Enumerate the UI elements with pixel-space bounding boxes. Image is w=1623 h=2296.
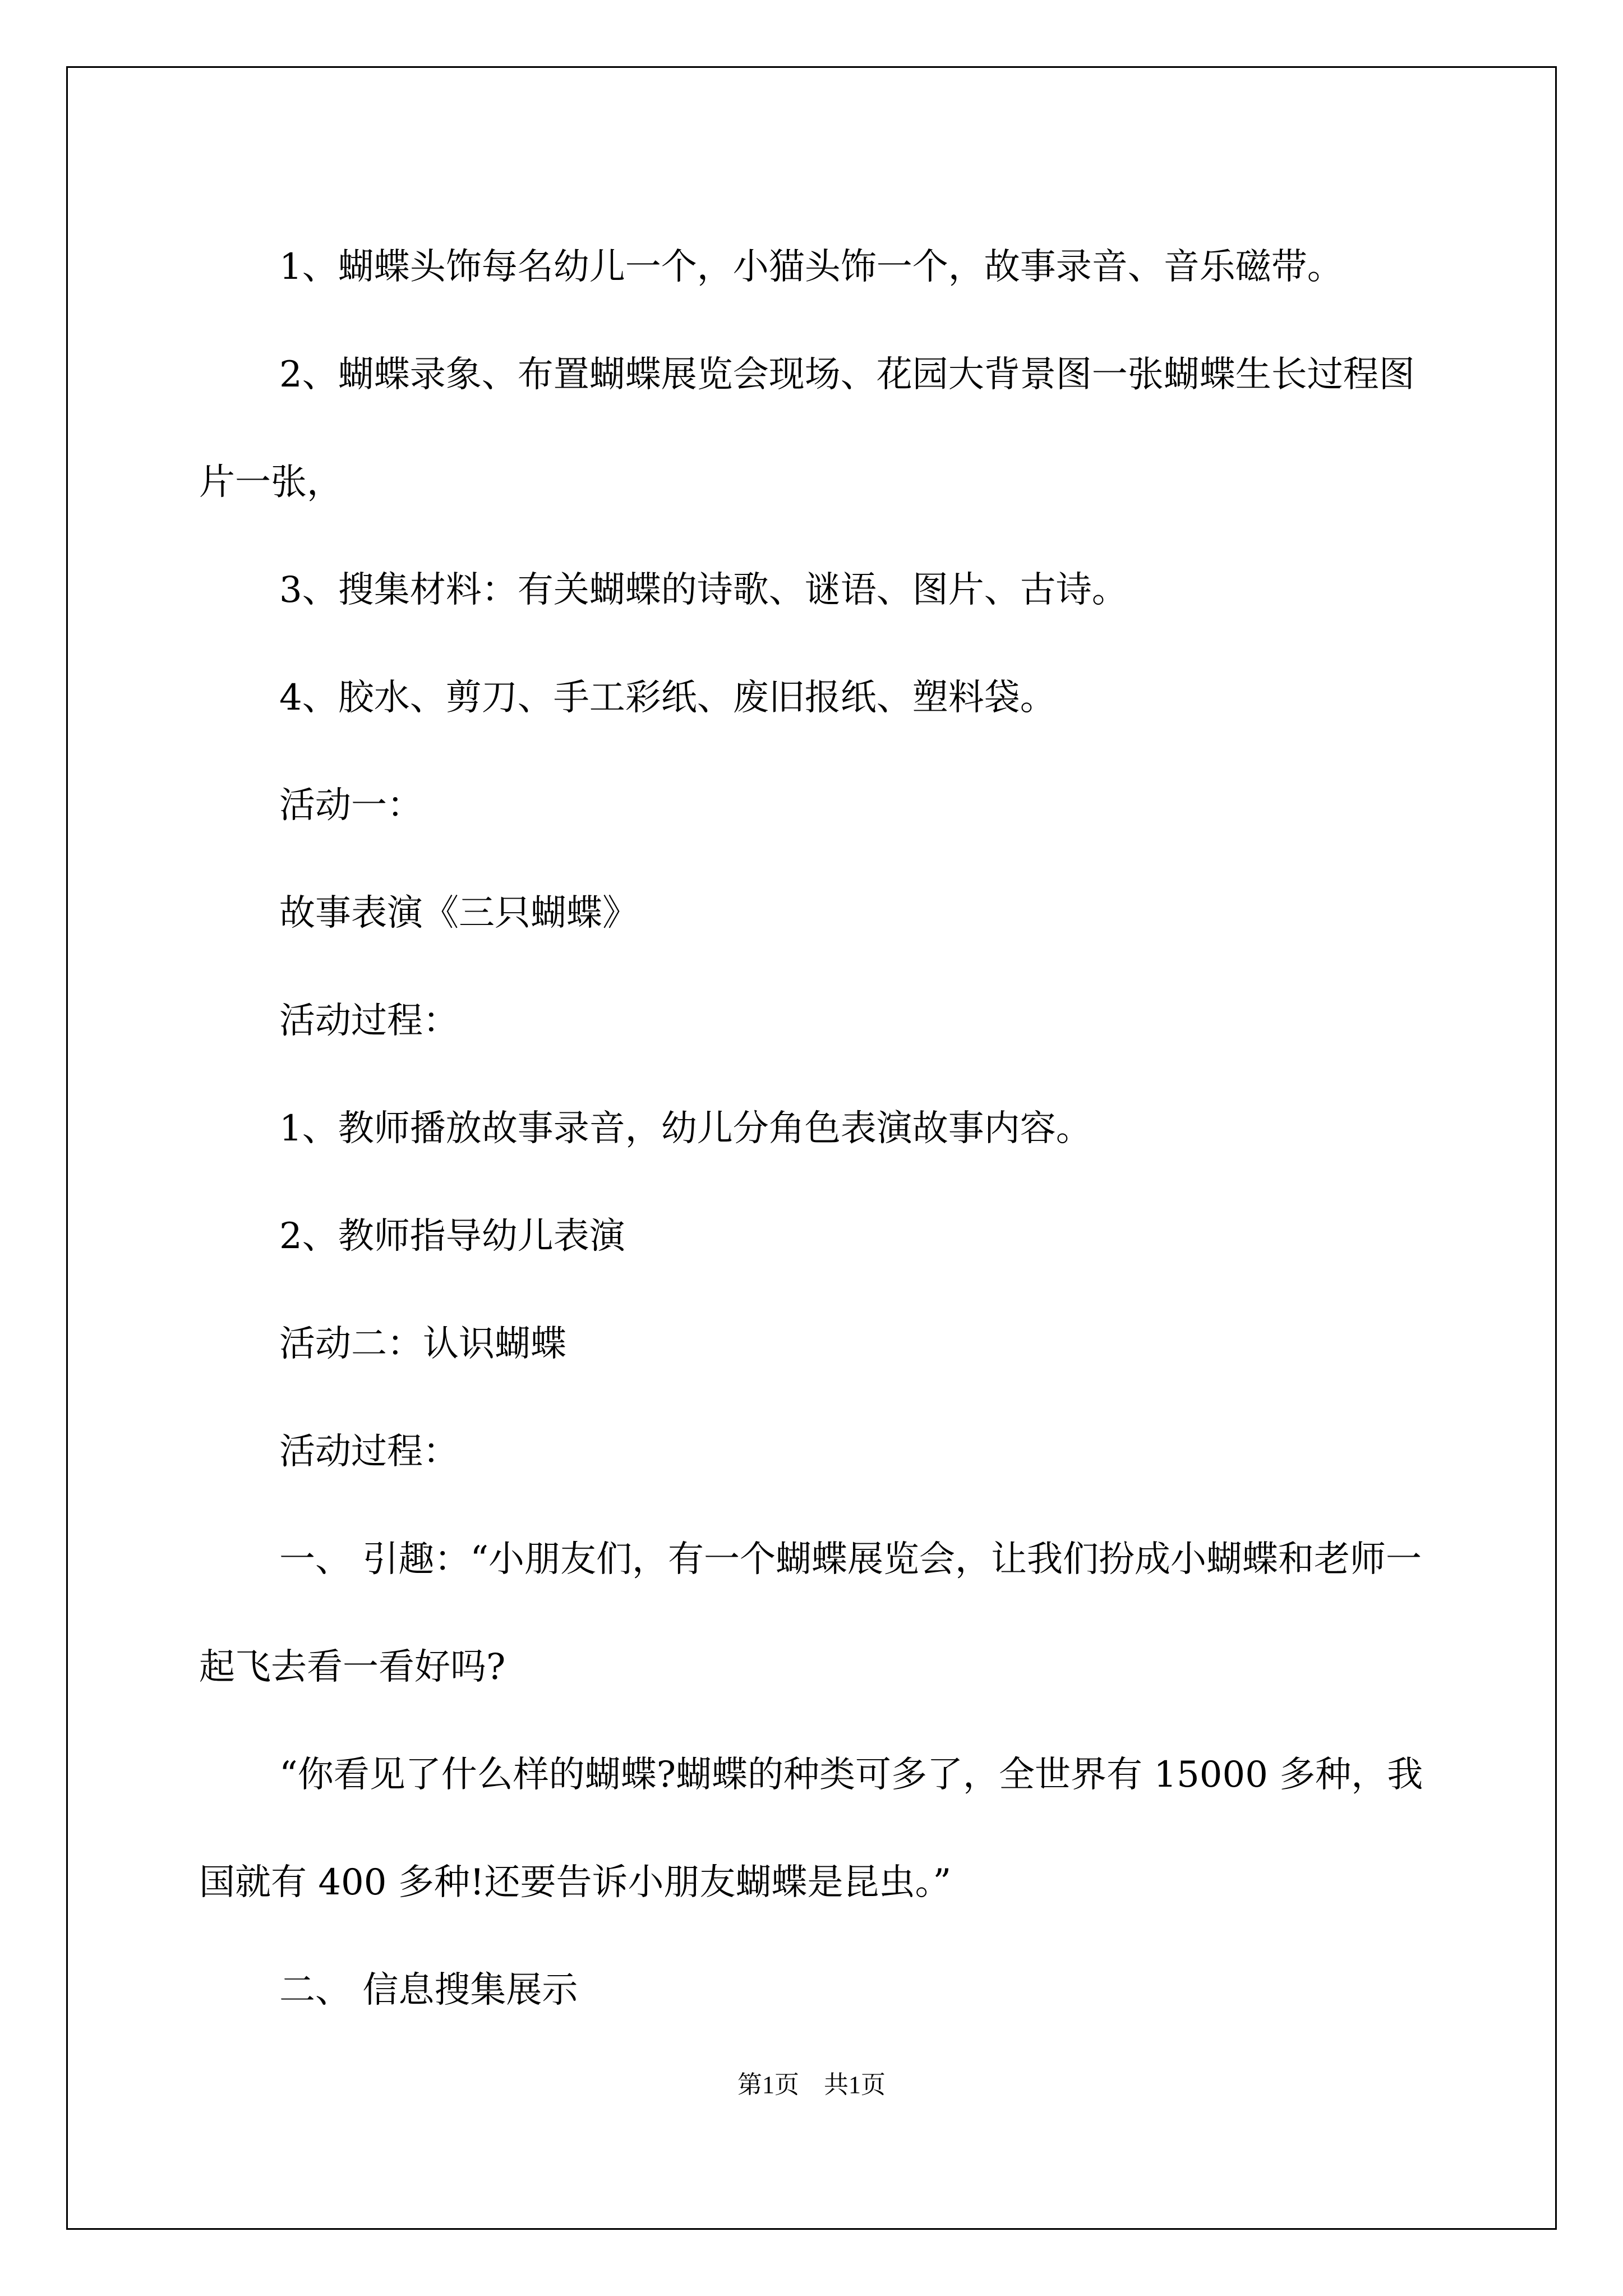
heading-activity-two: 活动二：认识蝴蝶 (279, 1323, 566, 1365)
activity-one-title: 故事表演《三只蝴蝶》 (279, 892, 638, 934)
activity-two-quote: “你看见了什么样的蝴蝶?蝴蝶的种类可多了，全世界有 15000 多种，我国就有 400 多种!还要告诉小朋友蝴蝶是昆虫。” (199, 1754, 1423, 1903)
paragraph-materials-1: 1、蝴蝶头饰每名幼儿一个，小猫头饰一个，故事录音、音乐磁带。 (279, 246, 1343, 288)
paragraph-materials-3: 3、搜集材料：有关蝴蝶的诗歌、谜语、图片、古诗。 (279, 569, 1128, 611)
activity-one-step-1: 1、教师播放故事录音，幼儿分角色表演故事内容。 (279, 1108, 1092, 1149)
page-number-footer: 第1页 共1页 (737, 2071, 886, 2099)
document-body (199, 213, 1427, 2044)
activity-one-step-2: 2、教师指导幼儿表演 (279, 1216, 625, 1257)
paragraph-materials-4: 4、胶水、剪刀、手工彩纸、废旧报纸、塑料袋。 (279, 677, 1056, 719)
activity-two-intro: 一、 引趣：“小朋友们，有一个蝴蝶展览会，让我们扮成小蝴蝶和老师一起飞去看一看好吗? (199, 1539, 1422, 1688)
heading-activity-process-2: 活动过程： (279, 1431, 459, 1473)
paragraph-materials-2: 2、蝴蝶录象、布置蝴蝶展览会现场、花园大背景图一张蝴蝶生长过程图片一张， (199, 354, 1415, 503)
activity-two-section-2: 二、 信息搜集展示 (279, 1970, 578, 2011)
heading-activity-one: 活动一： (279, 785, 423, 826)
heading-activity-process: 活动过程： (279, 1000, 459, 1042)
